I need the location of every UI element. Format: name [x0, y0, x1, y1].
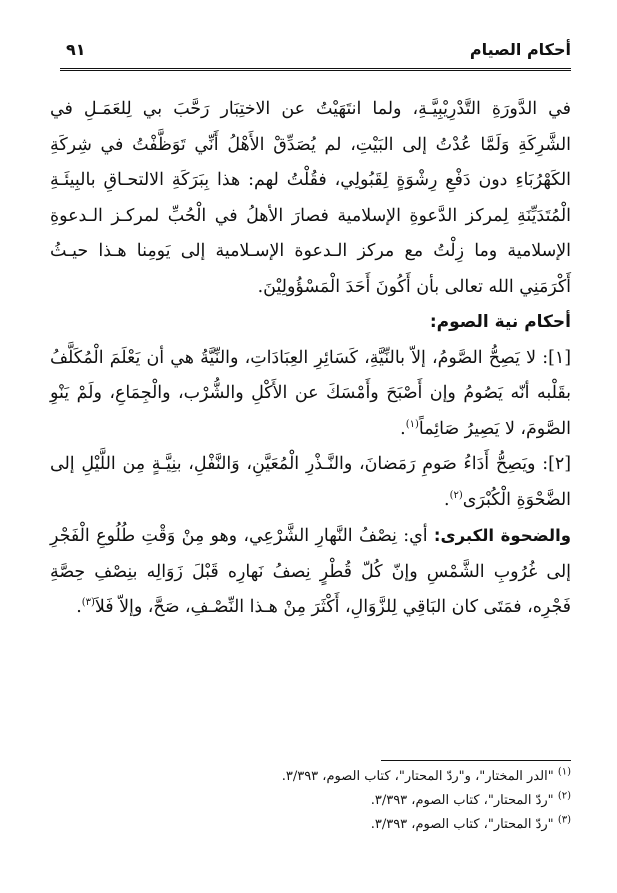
definition-text: أي: نِصْفُ النَّهارِ الشَّرْعِي، وهو مِنْ وَقْتِ طُلُوعِ الْفَجْرِ إلى غُرُوبِ الشَّمْسِ وإنّ كُلّ قُطْرٍ نِصفُ نَهارِه قَبْلَ زَوَالِه بنِصْفِ حِصَّةِ فَجْرِه، فمَتَى كان البَاقِي لِلزَّوَالِ، أَكْثَرَ مِنْ هـذا النِّصْـفِ، صَحَّ، وإلاّ فَلاَ [50, 526, 571, 617]
footnote-3-number: (٣) [557, 814, 571, 826]
footnote-2 [50, 789, 571, 813]
footnote-2-number: (٢) [557, 790, 571, 802]
paragraph-rule-1 [50, 341, 571, 448]
footnote-2-text: "ردّ المحتار"، كتاب الصوم، ٣/٣٩٣. [370, 793, 558, 808]
rule-1-end: . [400, 418, 406, 439]
rule-2-text: [٢]: ويَصِحُّ أَدَاءُ صَومِ رَمَضانَ، والنَّـذْرِ الْمُعَيَّنِ، وَالنَّفْلِ، بنِيَّـةٍ مِن اللَّيْلِ إلى الضَّحْوَةِ الْكُبْرَى [50, 454, 571, 510]
footnote-3-text: "ردّ المحتار"، كتاب الصوم، ٣/٣٩٣. [370, 817, 558, 832]
paragraph-rule-2 [50, 447, 571, 518]
footnote-ref-3[interactable]: (٣) [81, 597, 95, 609]
page-number: ٩١ [66, 40, 86, 59]
rule-2-end: . [444, 489, 450, 510]
footnote-1 [50, 765, 571, 789]
footnote-1-text: "الدر المختار"، و"ردّ المحتار"، كتاب الصوم، ٣/٣٩٣. [281, 769, 558, 784]
footnote-divider [381, 760, 571, 761]
rule-1-text: [١]: لا يَصِحُّ الصَّومُ، إلاّ بالنِّيَّةِ، كَسَائِرِ العِبَادَاتِ، والنِّيَّةُ هي أن يَعْلَمَ الْمُكَلَّفُ بقَلْبه أنّه يَصُومُ وإن أَصْبَحَ وأَمْسَكَ عن الأَكْلِ والشُّرْب، والْجِمَاعِ، ولَمْ يَنْوِ الصَّومَ، لا يَصِيرُ صَائِماً [50, 347, 571, 439]
page-header [60, 38, 571, 71]
section-heading: أحكام نية الصوم: [429, 312, 571, 332]
defined-term: والضحوة الكبرى: [433, 526, 571, 545]
footnote-ref-2[interactable]: (٢) [449, 489, 463, 501]
paragraph-definition [50, 518, 571, 626]
footnote-ref-1[interactable]: (١) [405, 418, 419, 430]
footnotes [50, 765, 571, 837]
main-text [50, 92, 571, 626]
definition-end: . [76, 597, 82, 617]
footnote-3 [50, 813, 571, 837]
paragraph-story: في الدَّورَةِ التَّدْرِيْبِيَّـةِ، ولما انتَهَيْتُ عن الاختِبَار رَحَّبَ بي لِلعَمَـلِ في الشَّرِكَةِ وَلَمَّا عُدْتُ إلى البَيْتِ، لم يُصَدِّقْ الأَهْلُ أَنِّي تَوَظَّفْتُ في شِركَةِ الكَهْرُبَاءِ دون دَفْعِ رِشْوَةٍ لِقَبُولِي، فقُلْتُ لهم: هذا بِبَرَكَةِ الالتحـاقِ بالبِيئَـةِ الْمُتَدَيِّنَةِ لِمركز الدَّعوةِ الإسلامية فصارَ الأهلُ في الْحُبِّ لمركـز الـدعوةِ الإسلامية وما زِلْتُ مع مركز الـدعوة الإسـلامية إلى يَومِنا هـذا حيـثُ أَكْرَمَنِي الله تعالى بأن أَكُونَ أَحَدَ الْمَسْؤُولِيْنَ. [50, 99, 571, 297]
footnote-1-number: (١) [557, 766, 571, 778]
running-title: أحكام الصيام [469, 40, 571, 59]
